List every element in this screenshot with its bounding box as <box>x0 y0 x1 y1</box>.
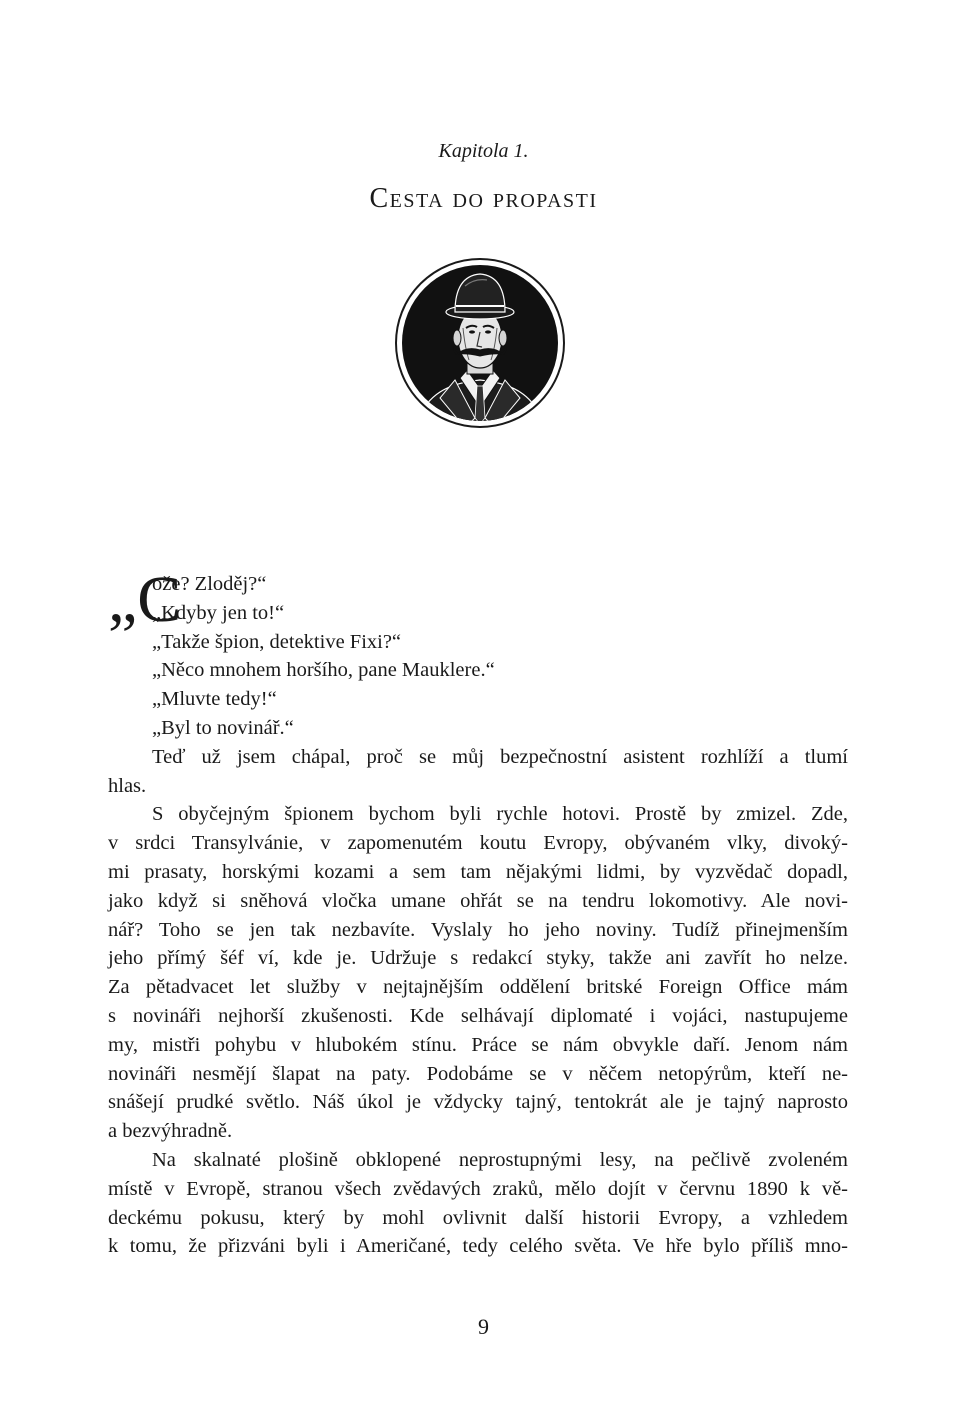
dialogue-line: „Takže špion, detektive Fixi?“ <box>152 630 402 653</box>
text-line: jako když si sněhová vločka umane ohřát se na tendru lokomotivy. Ale novi- <box>108 889 848 912</box>
text-line: Za pětadvacet let služby v nejtajnějším oddělení britské Foreign Office mám <box>108 976 848 999</box>
dialogue-line: „Byl to novinář.“ <box>152 716 294 739</box>
text-line: jeho přímý šéf ví, kde je. Udržuje s redakcí styky, takže ani zavřít ho nelze. <box>108 947 848 970</box>
text-line: s novináři nejhorší zkušenosti. Kde selhávají diplomaté i vojáci, nastupujeme <box>108 1004 848 1027</box>
text-line: hlas. <box>108 774 147 797</box>
dialogue-opening <box>108 563 848 636</box>
text-line: místě v Evropě, stranou všech zvědavých zraků, mělo dojít v červnu 1890 k vě- <box>108 1177 848 1200</box>
chapter-text <box>108 563 848 1261</box>
text-line: nář? Toho se jen tak nezbavíte. Vyslaly ho jeho noviny. Tudíž přinejmenším <box>108 918 848 941</box>
text-line: mi prasaty, horskými kozami a sem tam nějakými lidmi, by vyzvědač dopadl, <box>108 860 848 883</box>
paragraph-3 <box>108 1146 848 1261</box>
text-line: snášejí prudké světlo. Náš úkol je vždycky tajný, tentokrát ale je tajný naprosto <box>108 1091 848 1114</box>
text-line: novináři nesmějí šlapat na paty. Podobáme se v něčem netopýrům, kteří ne- <box>108 1062 848 1085</box>
dialogue-line: „Kdyby jen to!“ <box>152 601 285 624</box>
paragraph-1 <box>108 743 848 801</box>
text-line: v srdci Transylvánie, v zapomenutém koutu Evropy, obývaném vlky, divoký- <box>108 832 848 855</box>
page-number: 9 <box>478 1314 489 1339</box>
chapter-title: Cesta do propasti <box>369 183 598 214</box>
text-line: my, mistři pohybu v hlubokém stínu. Práce se nám obvykle daří. Jenom nám <box>108 1033 848 1056</box>
man-with-bowler-hat-portrait-icon <box>395 258 565 428</box>
text-line: deckému pokusu, který by mohl ovlivnit další historii Evropy, a vzhledem <box>108 1206 848 1229</box>
text-line: a bezvýhradně. <box>108 1120 233 1143</box>
text-line: S obyčejným špionem bychom byli rychle hotovi. Prostě by zmizel. Zde, <box>152 803 848 826</box>
paragraph-2 <box>108 800 848 1146</box>
text-line: k tomu, že přizváni byli i Američané, tedy celého světa. Ve hře bylo příliš mno- <box>108 1235 848 1258</box>
chapter-label: Kapitola 1. <box>438 140 529 162</box>
drop-cap: „C <box>108 563 182 636</box>
dialogue-line: „Mluvte tedy!“ <box>152 688 277 711</box>
text-line: Teď už jsem chápal, proč se můj bezpečnostní asistent rozhlíží a tlumí <box>152 745 848 768</box>
text-line: Na skalnaté plošině obklopené neprostupnými lesy, na pečlivě zvoleném <box>152 1148 848 1171</box>
dialogue-line: „Něco mnohem horšího, pane Mauklere.“ <box>152 659 495 682</box>
dialogue-line: ože? Zloděj?“ <box>152 573 267 595</box>
